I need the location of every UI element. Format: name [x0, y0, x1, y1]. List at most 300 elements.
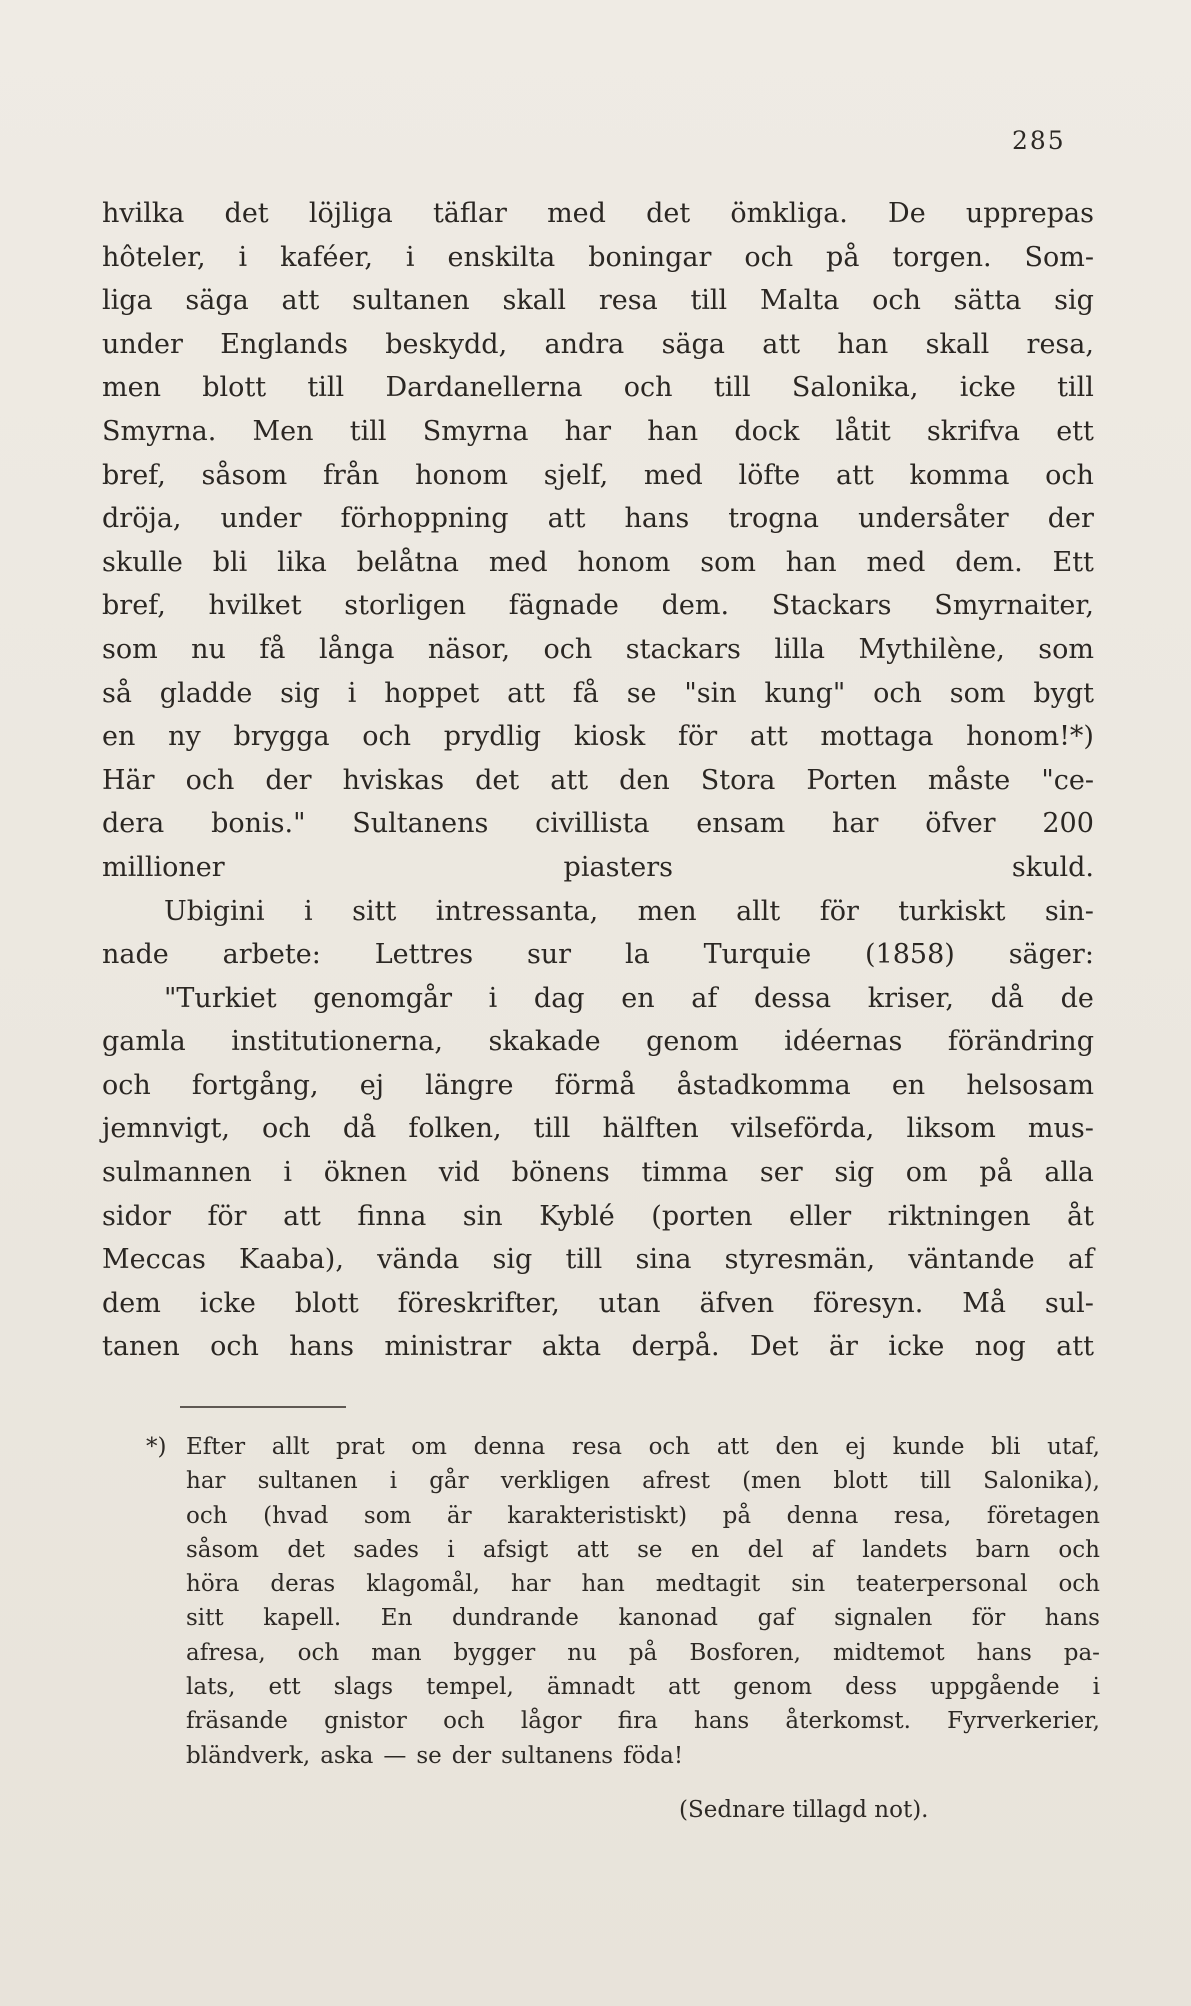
- word: akta: [541, 1331, 602, 1363]
- word: har: [564, 415, 612, 447]
- word: återkomst.: [785, 1708, 911, 1735]
- word: verkligen: [500, 1468, 611, 1495]
- word: Ett: [1052, 546, 1094, 578]
- word: och: [186, 1502, 228, 1529]
- word: medtagit: [655, 1571, 761, 1598]
- word: vända: [377, 1244, 460, 1276]
- word: att: [281, 285, 320, 317]
- word: har: [186, 1468, 226, 1495]
- word: bönens: [511, 1157, 610, 1189]
- body-line: [102, 977, 1094, 1021]
- word: jemnvigt,: [102, 1113, 230, 1145]
- footnote-line: [186, 1533, 1100, 1567]
- word: sin: [462, 1200, 503, 1232]
- word: resa: [598, 285, 658, 317]
- word: folken,: [408, 1113, 502, 1145]
- word: han: [785, 546, 837, 578]
- word: Smyrna: [422, 415, 529, 447]
- word: "Turkiet: [164, 982, 277, 1014]
- word: institutionerna,: [231, 1026, 443, 1058]
- word: företagen: [986, 1502, 1100, 1529]
- word: der: [1047, 503, 1094, 535]
- word: få: [259, 633, 286, 665]
- word: honom: [415, 459, 508, 491]
- word: beskydd,: [385, 328, 508, 360]
- word: del: [747, 1536, 784, 1563]
- word: och: [543, 633, 593, 665]
- word: dem: [102, 1287, 161, 1319]
- word: icke: [199, 1287, 256, 1319]
- word: sidor: [102, 1200, 171, 1232]
- word: ny: [168, 721, 201, 753]
- word: sulmannen: [102, 1157, 252, 1189]
- word: skakade: [488, 1026, 601, 1058]
- word: skuld.: [1011, 851, 1094, 883]
- word: afrest: [642, 1468, 711, 1495]
- word: dessa: [753, 982, 832, 1014]
- body-line: [102, 890, 1094, 934]
- word: en: [891, 1069, 926, 1101]
- word: det: [475, 764, 520, 796]
- word: lilla: [774, 633, 825, 665]
- word: bonis.": [211, 808, 306, 840]
- word: har: [510, 1571, 551, 1598]
- word: vilseförda,: [730, 1113, 875, 1145]
- word: mus-: [1027, 1113, 1094, 1145]
- word: styresmän,: [724, 1244, 876, 1276]
- word: den: [619, 764, 670, 796]
- word: genomgår: [313, 982, 452, 1014]
- word: i: [447, 1536, 455, 1563]
- word: ensam: [696, 808, 786, 840]
- word: Turquie: [703, 939, 812, 971]
- word: sades: [353, 1536, 419, 1563]
- word: hans: [1044, 1605, 1100, 1632]
- word: att: [550, 764, 589, 796]
- word: kiosk: [573, 721, 646, 753]
- word: fira: [617, 1708, 658, 1735]
- word: till: [307, 372, 345, 404]
- word: löfte: [738, 459, 801, 491]
- word: piasters: [563, 851, 674, 883]
- word: sjelf,: [543, 459, 609, 491]
- word: till: [690, 285, 728, 317]
- word: dem.: [955, 546, 1023, 578]
- word: för: [971, 1605, 1006, 1632]
- word: i: [1092, 1674, 1100, 1701]
- word: om: [905, 1157, 948, 1189]
- body-line: [102, 1151, 1094, 1195]
- word: att: [283, 1200, 321, 1232]
- word: åstadkomma: [676, 1069, 851, 1101]
- word: att: [507, 677, 545, 709]
- word: kaféer,: [280, 241, 374, 273]
- word: utaf,: [1047, 1434, 1100, 1460]
- word: i: [304, 895, 313, 927]
- page-number: 285: [1012, 126, 1066, 155]
- word: dera: [102, 808, 165, 840]
- word: Fyrverkerier,: [947, 1708, 1100, 1735]
- word: såsom: [186, 1536, 259, 1563]
- word: hans: [624, 503, 690, 535]
- word: säga: [661, 328, 725, 360]
- word: turkiskt: [898, 895, 1006, 927]
- word: Lettres: [374, 939, 474, 971]
- word: som: [700, 546, 756, 578]
- footnote-line: [186, 1704, 1100, 1738]
- word: liga: [102, 285, 153, 317]
- word: och: [362, 721, 412, 753]
- word: mottaga: [820, 721, 934, 753]
- word: med: [866, 546, 926, 578]
- word: karakteristiskt): [507, 1502, 688, 1529]
- body-line: [102, 410, 1094, 454]
- word: som: [363, 1502, 412, 1529]
- word: utan: [598, 1287, 661, 1319]
- word: under: [220, 503, 302, 535]
- footnote-line: [186, 1739, 1100, 1773]
- word: sultanen: [257, 1468, 358, 1495]
- body-line: [102, 236, 1094, 280]
- footnote-marker: *): [146, 1434, 167, 1460]
- word: Malta: [759, 285, 840, 317]
- word: med: [643, 459, 703, 491]
- word: och: [262, 1113, 311, 1145]
- body-line: [102, 192, 1094, 236]
- word: Smyrna.: [102, 415, 217, 447]
- word: sig: [834, 1157, 875, 1189]
- word: nog: [974, 1331, 1026, 1363]
- word: dag: [533, 982, 585, 1014]
- body-line: [102, 933, 1094, 977]
- word: väntande: [908, 1244, 1035, 1276]
- word: skall: [502, 285, 567, 317]
- word: riktningen: [887, 1200, 1031, 1232]
- word: han: [647, 415, 699, 447]
- body-line: [102, 1238, 1094, 1282]
- word: lats,: [186, 1674, 236, 1701]
- word: fräsande: [186, 1708, 288, 1735]
- body-line: [102, 1020, 1094, 1064]
- word: det: [224, 198, 269, 229]
- word: Stora: [700, 764, 776, 796]
- word: sitt: [352, 895, 397, 927]
- word: han: [837, 328, 889, 360]
- word: komma: [909, 459, 1010, 491]
- word: Det: [750, 1331, 799, 1363]
- word: förmå: [554, 1069, 636, 1101]
- word: på: [979, 1157, 1013, 1189]
- word: denna: [473, 1434, 546, 1460]
- word: men: [637, 895, 697, 927]
- word: och: [744, 241, 794, 273]
- word: Ubigini: [164, 895, 265, 927]
- word: millioner: [102, 851, 225, 883]
- word: icke: [888, 1331, 945, 1363]
- body-line: [102, 1107, 1094, 1151]
- word: och: [297, 1639, 340, 1666]
- word: blott: [202, 372, 267, 404]
- word: tempel,: [426, 1674, 514, 1701]
- word: täflar: [432, 198, 507, 229]
- word: längre: [425, 1069, 514, 1101]
- word: ett: [268, 1674, 301, 1701]
- footnote-lines: [186, 1430, 1100, 1773]
- word: näsor,: [427, 633, 511, 665]
- word: Här: [102, 764, 155, 796]
- word: att: [1056, 1331, 1094, 1363]
- word: derpå.: [631, 1331, 720, 1363]
- word: Stackars: [771, 590, 892, 622]
- word: bli: [991, 1434, 1021, 1460]
- body-line: [102, 1325, 1094, 1369]
- word: landets: [862, 1536, 948, 1563]
- word: bref,: [102, 590, 166, 622]
- word: (hvad: [263, 1502, 329, 1529]
- word: bländverk,: [186, 1742, 311, 1769]
- word: resa: [571, 1434, 622, 1460]
- word: der: [451, 1742, 492, 1769]
- word: och: [443, 1708, 485, 1735]
- word: i: [238, 241, 248, 273]
- word: gaf: [757, 1605, 795, 1632]
- word: gladde: [159, 677, 253, 709]
- word: la: [624, 939, 650, 971]
- word: skrifva: [926, 415, 1020, 447]
- footnote-line: [186, 1567, 1100, 1601]
- body-line: [102, 584, 1094, 628]
- body-line: [102, 497, 1094, 541]
- word: sin-: [1044, 895, 1094, 927]
- word: de: [1060, 982, 1094, 1014]
- word: genom: [646, 1026, 739, 1058]
- word: i: [283, 1157, 293, 1189]
- word: och: [1045, 459, 1094, 491]
- word: om: [411, 1434, 447, 1460]
- word: slags: [333, 1674, 394, 1701]
- word: gamla: [102, 1026, 186, 1058]
- word: undersåter: [858, 503, 1009, 535]
- word: nu: [191, 633, 226, 665]
- word: En: [380, 1605, 413, 1632]
- body-line: [102, 846, 1094, 890]
- word: och: [873, 677, 922, 709]
- word: se: [637, 1536, 663, 1563]
- word: den: [775, 1434, 819, 1460]
- word: är: [828, 1331, 858, 1363]
- word: Salonika),: [983, 1468, 1100, 1495]
- word: föreskrifter,: [397, 1287, 560, 1319]
- body-line: [102, 1064, 1094, 1108]
- word: storligen: [344, 590, 467, 622]
- word: Efter: [186, 1434, 246, 1460]
- word: för: [819, 895, 859, 927]
- word: kung": [764, 677, 846, 709]
- word: dröja,: [102, 503, 182, 535]
- word: gnistor: [324, 1708, 407, 1735]
- word: sig: [280, 677, 320, 709]
- word: dundrande: [451, 1605, 579, 1632]
- word: allt: [271, 1434, 310, 1460]
- word: man: [371, 1639, 422, 1666]
- word: civillista: [535, 808, 650, 840]
- word: Som-: [1024, 241, 1094, 273]
- word: skulle: [102, 546, 183, 578]
- word: De: [888, 198, 926, 229]
- footnote-line: [186, 1464, 1100, 1498]
- body-line: [102, 759, 1094, 803]
- word: förhoppning: [340, 503, 509, 535]
- word: äfven: [699, 1287, 775, 1319]
- body-line: [102, 628, 1094, 672]
- body-line: [102, 541, 1094, 585]
- word: Englands: [220, 328, 348, 360]
- word: och: [648, 1434, 691, 1460]
- body-line: [102, 366, 1094, 410]
- word: barn: [975, 1536, 1031, 1563]
- word: och: [872, 285, 921, 317]
- word: brygga: [233, 721, 330, 753]
- word: för: [678, 721, 718, 753]
- word: till: [349, 415, 387, 447]
- word: föresyn.: [813, 1287, 924, 1319]
- word: afsigt: [482, 1536, 549, 1563]
- word: och: [185, 764, 235, 796]
- word: enskilta: [447, 241, 556, 273]
- word: Bosforen,: [689, 1639, 801, 1666]
- word: på: [722, 1502, 752, 1529]
- word: Porten: [806, 764, 897, 796]
- word: stackars: [625, 633, 741, 665]
- word: går: [429, 1468, 469, 1495]
- word: sultanens: [501, 1742, 614, 1769]
- word: Dardanellerna: [385, 372, 583, 404]
- word: sina: [635, 1244, 692, 1276]
- word: sin: [791, 1571, 826, 1598]
- word: Sultanens: [352, 808, 489, 840]
- word: Meccas: [102, 1244, 206, 1276]
- word: är: [446, 1502, 472, 1529]
- word: dem.: [661, 590, 730, 622]
- word: upprepas: [965, 198, 1094, 229]
- word: öknen: [323, 1157, 408, 1189]
- word: långa: [318, 633, 395, 665]
- word: hoppet: [384, 677, 480, 709]
- word: genom: [733, 1674, 813, 1701]
- word: icke: [959, 372, 1016, 404]
- word: kriser,: [867, 982, 954, 1014]
- word: låtit: [835, 415, 891, 447]
- word: dock: [734, 415, 800, 447]
- word: alla: [1044, 1157, 1094, 1189]
- word: idéernas: [784, 1026, 903, 1058]
- word: ämnadt: [546, 1674, 635, 1701]
- word: tanen: [102, 1331, 180, 1363]
- word: ministrar: [384, 1331, 512, 1363]
- word: sig: [1054, 285, 1094, 317]
- body-line: [102, 279, 1094, 323]
- word: dess: [845, 1674, 898, 1701]
- word: en: [690, 1536, 720, 1563]
- word: han: [581, 1571, 625, 1598]
- word: bli: [212, 546, 248, 578]
- word: "sin: [684, 677, 737, 709]
- word: ej: [359, 1069, 385, 1101]
- body-line: [102, 715, 1094, 759]
- word: honom: [577, 546, 671, 578]
- body-line: [102, 454, 1094, 498]
- word: hälften: [602, 1113, 699, 1145]
- word: säger:: [1008, 939, 1094, 971]
- word: ser: [759, 1157, 803, 1189]
- word: nade: [102, 939, 169, 971]
- word: för: [207, 1200, 247, 1232]
- footnote-divider: [180, 1406, 346, 1408]
- word: sätta: [953, 285, 1022, 317]
- word: uppgående: [930, 1674, 1060, 1701]
- word: andra: [544, 328, 625, 360]
- body-line: [102, 672, 1094, 716]
- word: en: [621, 982, 655, 1014]
- word: —: [383, 1742, 407, 1769]
- word: blott: [833, 1468, 888, 1495]
- word: afresa,: [186, 1639, 266, 1666]
- word: och: [210, 1331, 259, 1363]
- footnote-line: [186, 1636, 1100, 1670]
- word: såsom: [201, 459, 288, 491]
- word: resa,: [1026, 328, 1094, 360]
- word: eller: [789, 1200, 852, 1232]
- word: fägnade: [508, 590, 619, 622]
- word: Smyrnaiter,: [934, 590, 1094, 622]
- word: Mythilène,: [858, 633, 1005, 665]
- word: och: [1058, 1536, 1100, 1563]
- word: det: [646, 198, 691, 229]
- word: då: [990, 982, 1024, 1014]
- word: till: [565, 1244, 603, 1276]
- word: vid: [438, 1157, 480, 1189]
- word: säga: [185, 285, 249, 317]
- word: bygt: [1033, 677, 1094, 709]
- word: sitt: [186, 1605, 224, 1632]
- word: att: [716, 1434, 749, 1460]
- word: Salonika,: [791, 372, 919, 404]
- word: pa-: [1063, 1639, 1100, 1666]
- footnote-signoff: (Sednare tillagd not).: [679, 1797, 929, 1823]
- word: ett: [1056, 415, 1094, 447]
- word: hans: [289, 1331, 355, 1363]
- word: se: [416, 1742, 442, 1769]
- word: finna: [357, 1200, 427, 1232]
- word: Men: [252, 415, 314, 447]
- word: bref,: [102, 459, 166, 491]
- word: liksom: [906, 1113, 996, 1145]
- word: hans: [694, 1708, 750, 1735]
- word: af: [1067, 1244, 1094, 1276]
- word: på: [628, 1639, 658, 1666]
- word: (1858): [865, 939, 955, 971]
- word: öfver: [925, 808, 996, 840]
- word: föda!: [623, 1742, 684, 1769]
- word: att: [835, 459, 874, 491]
- word: blott: [294, 1287, 359, 1319]
- word: intressanta,: [435, 895, 599, 927]
- word: signalen: [834, 1605, 933, 1632]
- word: af: [811, 1536, 834, 1563]
- word: att: [576, 1536, 609, 1563]
- word: allt: [736, 895, 781, 927]
- word: har: [832, 808, 879, 840]
